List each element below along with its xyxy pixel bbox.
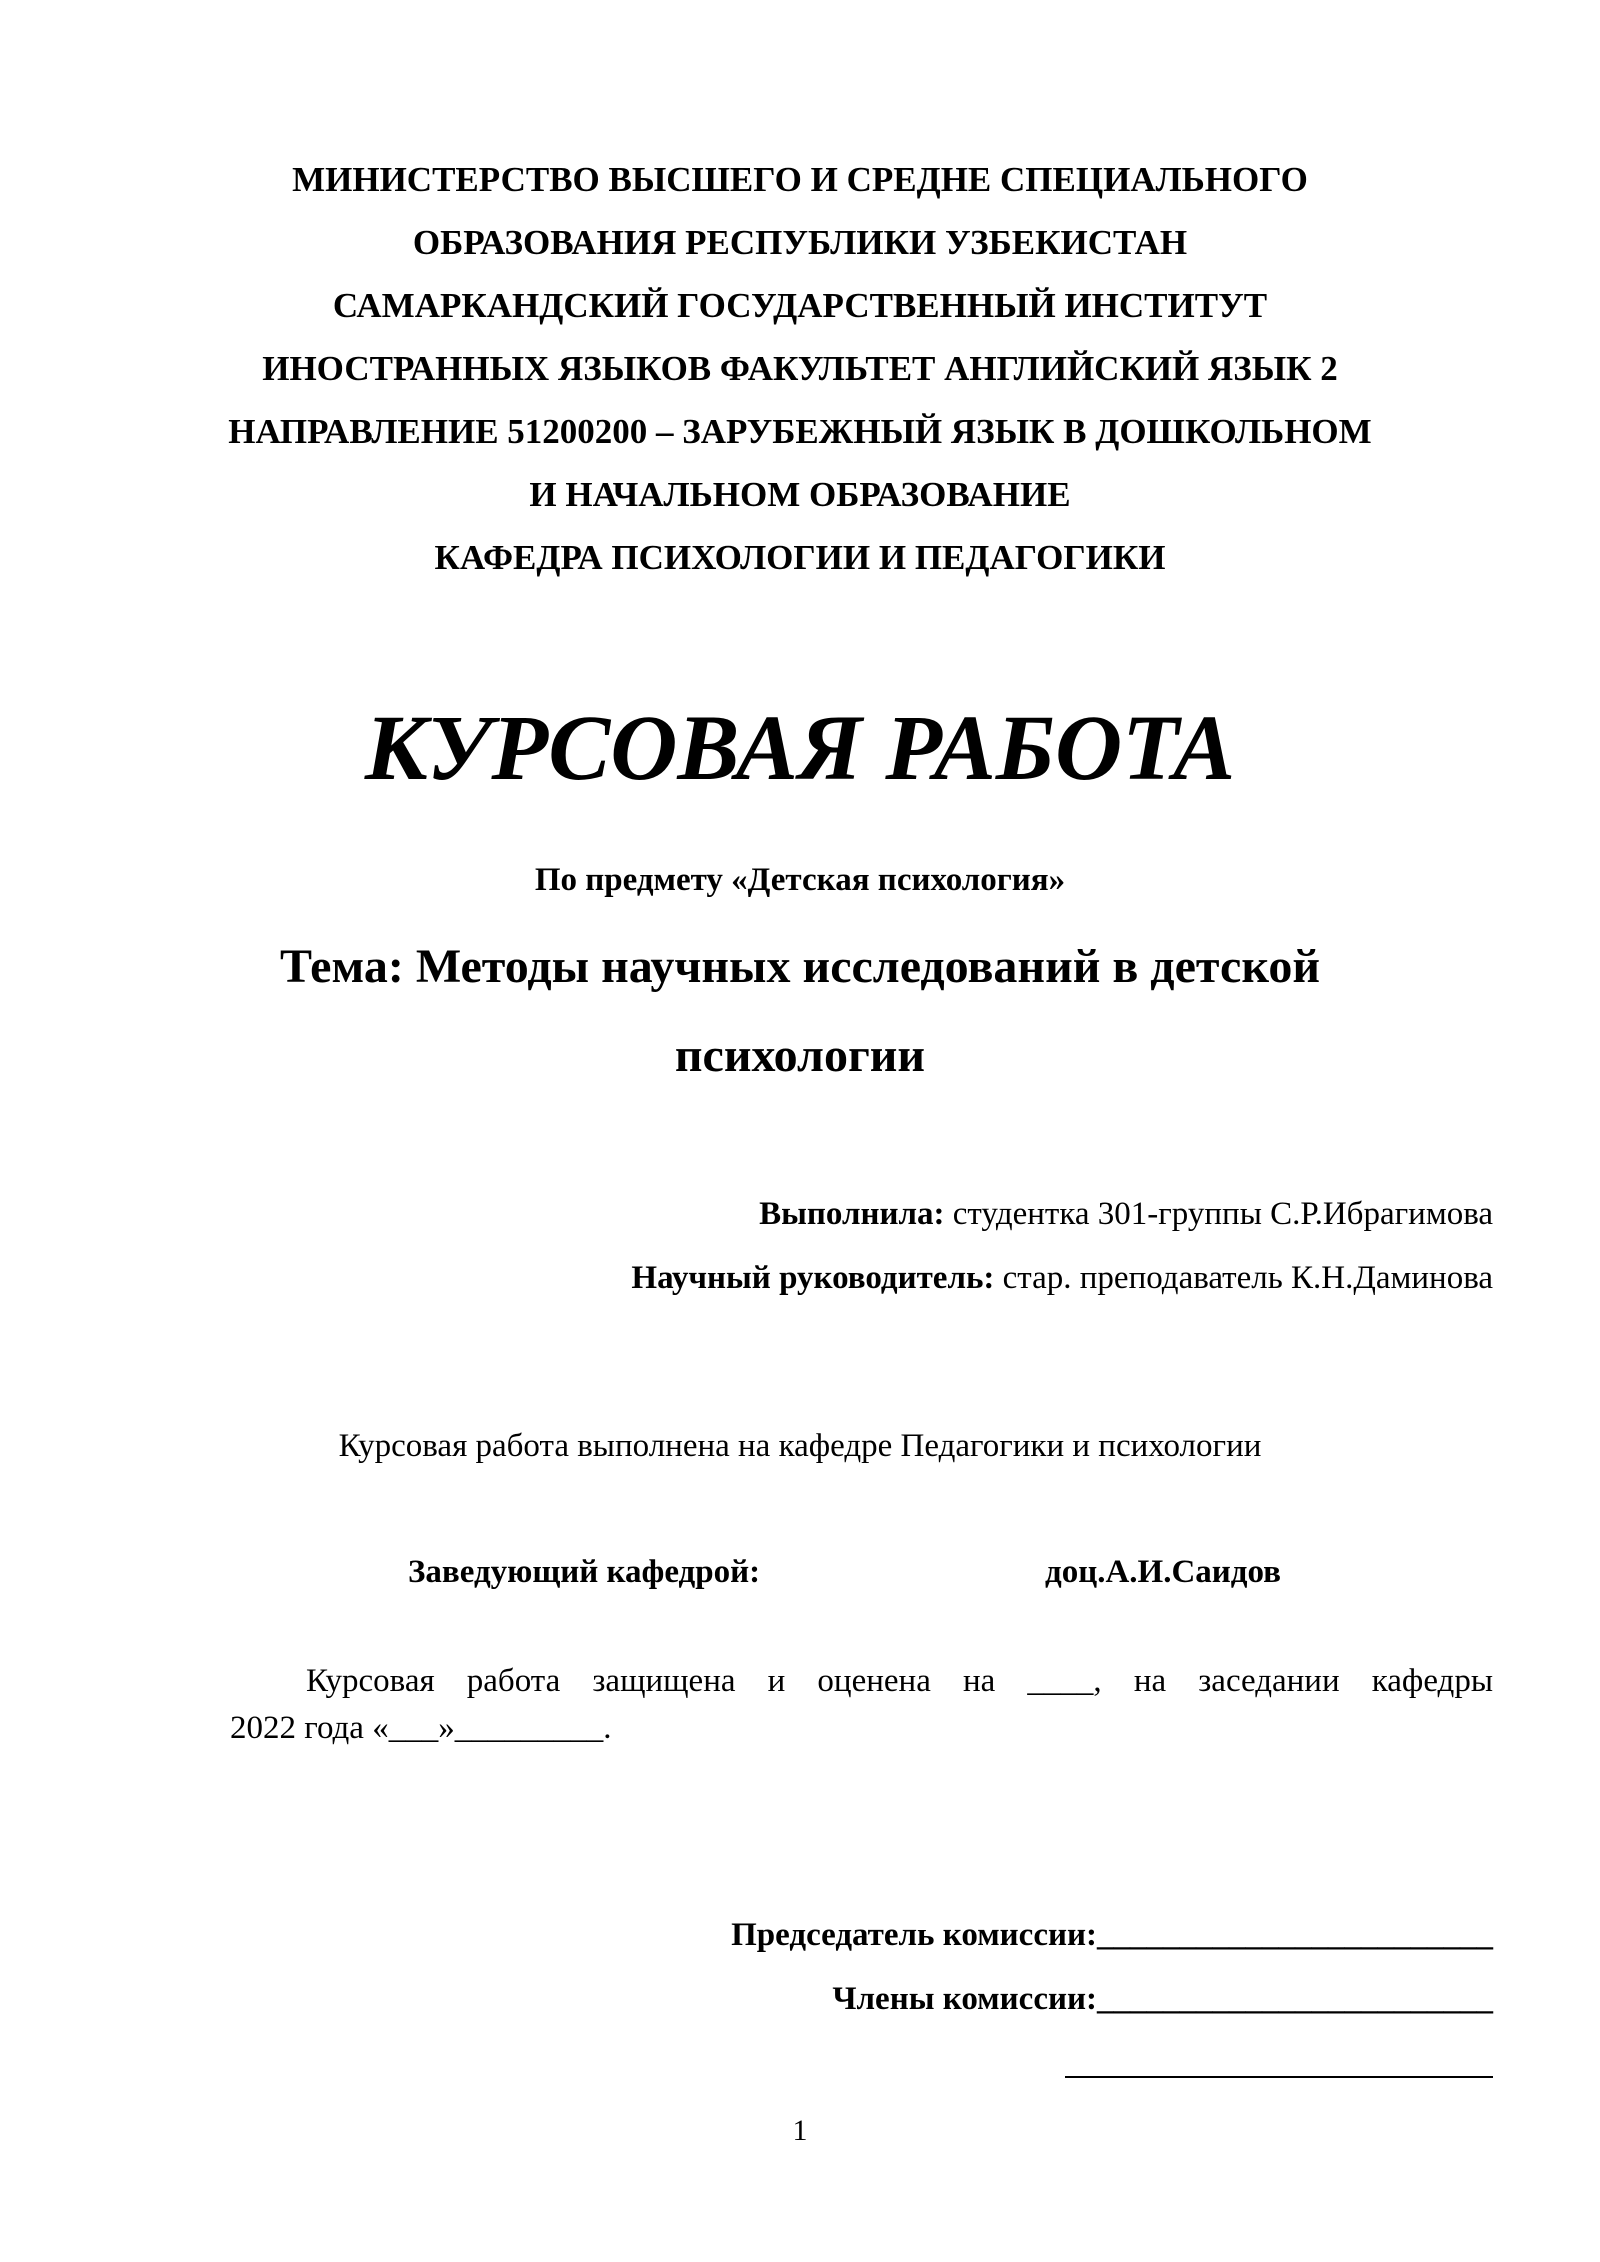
header-line-direction-cont: И НАЧАЛЬНОМ ОБРАЗОВАНИЕ [529, 475, 1071, 514]
commission-members: Члены комиссии:________________________ [832, 1981, 1493, 2017]
header-line-direction: НАПРАВЛЕНИЕ 51200200 – ЗАРУБЕЖНЫЙ ЯЗЫК В ДОШКОЛЬНОМ [228, 412, 1372, 451]
performed-by [759, 1192, 1493, 1236]
topic-line-1: Тема: Методы научных исследований в детской [279, 940, 1321, 993]
institution-header [220, 148, 1380, 589]
defense-line-1: Курсовая работа защищена и оценена на ____, на заседании кафедры [306, 1663, 1493, 1699]
supervisor-value: стар. преподаватель К.Н.Даминова [994, 1260, 1493, 1296]
completion-note: Курсовая работа выполнена на кафедре Педагогики и психологии [338, 1428, 1262, 1464]
supervisor [631, 1256, 1493, 1300]
header-line-department: КАФЕДРА ПСИХОЛОГИИ И ПЕДАГОГИКИ [434, 538, 1166, 577]
defense-statement-cont [230, 1705, 1493, 1752]
topic-line-2: психологии [674, 1029, 926, 1082]
commission-chair: Председатель комиссии:________________________ [731, 1917, 1493, 1953]
head-of-department-name: доц.А.И.Саидов [1045, 1554, 1281, 1590]
document-type-title: КУРСОВАЯ РАБОТА [364, 697, 1236, 800]
supervisor-label: Научный руководитель: [631, 1260, 995, 1296]
page-number: 1 [792, 2114, 808, 2147]
signature-blank-line [1065, 2038, 1493, 2078]
topic-title [230, 922, 1370, 1100]
defense-statement [230, 1658, 1493, 1705]
subject-line: По предмету «Детская психология» [534, 862, 1066, 898]
header-line-faculty: ИНОСТРАННЫХ ЯЗЫКОВ ФАКУЛЬТЕТ АНГЛИЙСКИЙ ЯЗЫК 2 [262, 349, 1338, 388]
performed-by-value: студентка 301-группы С.Р.Ибрагимова [944, 1196, 1493, 1232]
performed-by-label: Выполнила: [759, 1196, 945, 1232]
head-of-department-label: Заведующий кафедрой: [408, 1554, 761, 1590]
header-line-institute: САМАРКАНДСКИЙ ГОСУДАРСТВЕННЫЙ ИНСТИТУТ [332, 286, 1268, 325]
header-line-education: ОБРАЗОВАНИЯ РЕСПУБЛИКИ УЗБЕКИСТАН [412, 223, 1188, 262]
header-line-ministry: МИНИСТЕРСТВО ВЫСШЕГО И СРЕДНЕ СПЕЦИАЛЬНОГО [292, 160, 1308, 199]
defense-line-2: 2022 года «___»_________. [230, 1710, 612, 1746]
